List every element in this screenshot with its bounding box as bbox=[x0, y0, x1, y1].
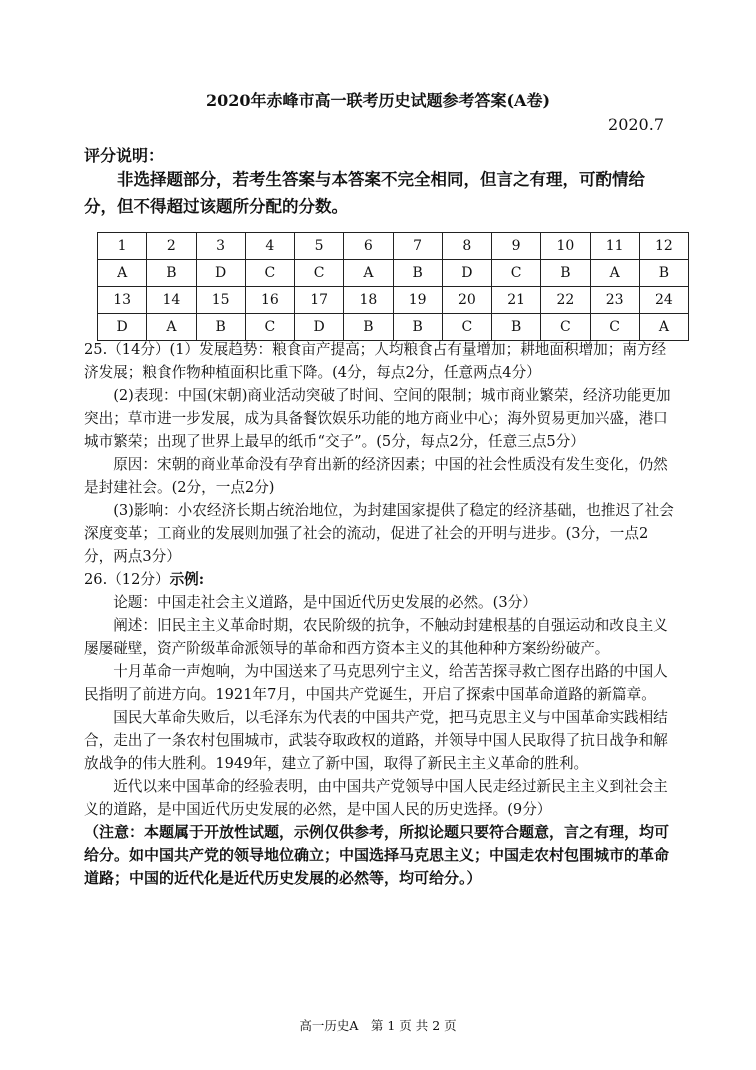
table-cell: 14 bbox=[147, 287, 196, 314]
table-cell: 4 bbox=[245, 233, 294, 260]
q26-paragraph-3: 十月革命一声炮响，为中国送来了马克思列宁主义，给苦苦探寻救亡图存出路的中国人民指明了前进方向。1921年7月，中国共产党诞生，开启了探索中国革命道路的新篇章。 bbox=[84, 663, 668, 703]
table-cell: 12 bbox=[639, 233, 688, 260]
q26-heading bbox=[84, 568, 674, 591]
q26-paragraph-4: 国民大革命失败后，以毛泽东为代表的中国共产党，把马克思主义与中国革命实践相结合，走出了一条农村包围城市，武装夺取政权的道路，并领导中国人民取得了抗日战争和解放战争的伟大胜利。1949年，建立了新中国，取得了新民主主义革命的胜利。 bbox=[84, 709, 668, 772]
table-cell: 5 bbox=[295, 233, 344, 260]
table-cell: 24 bbox=[639, 287, 688, 314]
q26-paragraph-1: 论题：中国走社会主义道路，是中国近代历史发展的必然。(3分） bbox=[113, 594, 537, 611]
table-cell: D bbox=[295, 314, 344, 341]
answer-table bbox=[97, 232, 689, 341]
table-cell: 8 bbox=[442, 233, 491, 260]
table-cell: 6 bbox=[344, 233, 393, 260]
table-cell: D bbox=[442, 260, 491, 287]
table-cell: 2 bbox=[147, 233, 196, 260]
table-cell: B bbox=[541, 260, 590, 287]
q25-paragraph-1: 25.（14分）(1）发展趋势：粮食亩产提高；人均粮食占有量增加；耕地面积增加；南方经济发展；粮食作物种植面积比重下降。(4分，每点2分，任意两点4分） bbox=[84, 341, 667, 381]
table-cell: D bbox=[98, 314, 147, 341]
q25-paragraph-3: 原因：宋朝的商业革命没有孕育出新的经济因素；中国的社会性质没有发生变化，仍然是封建社会。(2分，一点2分) bbox=[84, 456, 668, 496]
q26-note: （注意：本题属于开放性试题，示例仅供参考，所拟论题只要符合题意，言之有理，均可给分。如中国共产党的领导地位确立；中国选择马克思主义；中国走农村包围城市的革命道路；中国的近代化是近代历史发展的必然等，均可给分。） bbox=[84, 823, 670, 887]
answer-content bbox=[84, 338, 674, 890]
table-cell: 18 bbox=[344, 287, 393, 314]
evaluation-text: 非选择题部分，若考生答案与本答案不完全相同，但言之有理，可酌情给分，但不得超过该题所分配的分数。 bbox=[84, 170, 645, 216]
table-cell: 19 bbox=[393, 287, 442, 314]
table-cell: 16 bbox=[245, 287, 294, 314]
table-cell: B bbox=[393, 314, 442, 341]
table-cell: 20 bbox=[442, 287, 491, 314]
table-cell: A bbox=[147, 314, 196, 341]
table-row-numbers-1 bbox=[98, 233, 689, 260]
evaluation-heading: 评分说明： bbox=[84, 146, 165, 165]
document-title: 2020年赤峰市高一联考历史试题参考答案(A卷) bbox=[205, 91, 551, 110]
table-cell: 3 bbox=[196, 233, 245, 260]
table-cell: B bbox=[492, 314, 541, 341]
table-cell: 21 bbox=[492, 287, 541, 314]
table-cell: 22 bbox=[541, 287, 590, 314]
q26-example-label: 示例: bbox=[169, 571, 205, 588]
q26-paragraph-2: 阐述：旧民主主义革命时期，农民阶级的抗争，不触动封建根基的自强运动和改良主义屡屡碰壁，资产阶级革命派领导的革命和西方资本主义的其他种种方案纷纷破产。 bbox=[84, 617, 668, 657]
q25-paragraph-4: (3)影响：小农经济长期占统治地位，为封建国家提供了稳定的经济基础，也推迟了社会深度变革；工商业的发展则加强了社会的流动，促进了社会的开明与进步。(3分，一点2分，两点3分） bbox=[84, 502, 674, 565]
table-cell: A bbox=[590, 260, 639, 287]
document-date: 2020.7 bbox=[608, 115, 664, 134]
page-footer: 高一历史A 第 1 页 共 2 页 bbox=[299, 1018, 457, 1033]
table-cell: B bbox=[639, 260, 688, 287]
table-row-answers-1 bbox=[98, 260, 689, 287]
table-cell: C bbox=[590, 314, 639, 341]
table-cell: 1 bbox=[98, 233, 147, 260]
table-cell: A bbox=[639, 314, 688, 341]
table-cell: 23 bbox=[590, 287, 639, 314]
table-row-numbers-2 bbox=[98, 287, 689, 314]
table-cell: B bbox=[147, 260, 196, 287]
table-cell: 9 bbox=[492, 233, 541, 260]
table-cell: C bbox=[442, 314, 491, 341]
q26-number: 26.（12分） bbox=[84, 571, 170, 588]
table-cell: B bbox=[344, 314, 393, 341]
table-cell: A bbox=[344, 260, 393, 287]
table-cell: 7 bbox=[393, 233, 442, 260]
table-cell: C bbox=[245, 314, 294, 341]
table-cell: 11 bbox=[590, 233, 639, 260]
table-cell: C bbox=[295, 260, 344, 287]
table-cell: A bbox=[98, 260, 147, 287]
table-cell: 15 bbox=[196, 287, 245, 314]
table-cell: C bbox=[492, 260, 541, 287]
table-cell: 17 bbox=[295, 287, 344, 314]
table-cell: C bbox=[541, 314, 590, 341]
q25-paragraph-2: (2)表现：中国(宋朝)商业活动突破了时间、空间的限制；城市商业繁荣，经济功能更加突出；草市进一步发展，成为具备餐饮娱乐功能的地方商业中心；海外贸易更加兴盛，港口城市繁荣；出现了世界上最早的纸币“交子”。(5分，每点2分，任意三点5分） bbox=[84, 387, 671, 450]
table-cell: C bbox=[245, 260, 294, 287]
q26-paragraph-5: 近代以来中国革命的经验表明，由中国共产党领导中国人民走经过新民主主义到社会主义的道路，是中国近代历史发展的必然，是中国人民的历史选择。(9分） bbox=[84, 778, 668, 818]
table-cell: B bbox=[393, 260, 442, 287]
table-cell: D bbox=[196, 260, 245, 287]
table-row-answers-2 bbox=[98, 314, 689, 341]
table-cell: 10 bbox=[541, 233, 590, 260]
table-cell: 13 bbox=[98, 287, 147, 314]
table-cell: B bbox=[196, 314, 245, 341]
